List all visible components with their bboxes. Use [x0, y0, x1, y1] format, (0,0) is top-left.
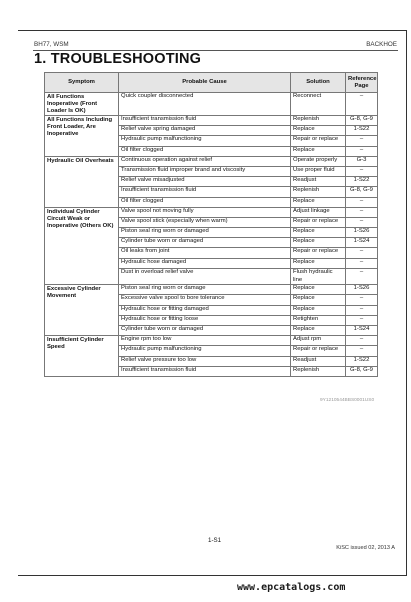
solution-cell: Replace — [291, 285, 346, 295]
reference-cell: – — [346, 268, 378, 284]
troubleshooting-table — [44, 72, 378, 377]
table-row — [45, 116, 378, 126]
table-row — [45, 93, 378, 116]
reference-cell: G-8, G-9 — [346, 366, 378, 376]
table-row — [45, 156, 378, 166]
reference-cell: – — [346, 315, 378, 325]
reference-cell: – — [346, 305, 378, 315]
header-probable-cause: Probable Cause — [119, 73, 291, 93]
cause-cell: Valve spool not moving fully — [119, 207, 291, 217]
reference-cell: – — [346, 136, 378, 146]
page-title: 1. TROUBLESHOOTING — [34, 51, 202, 67]
symptom-cell: All Functions Including Front Loader, Are Inoperative — [45, 116, 119, 157]
solution-cell: Adjust linkage — [291, 207, 346, 217]
reference-cell: – — [346, 258, 378, 268]
solution-cell: Replace — [291, 126, 346, 136]
solution-cell: Adjust rpm — [291, 336, 346, 346]
cause-cell: Hydraulic hose damaged — [119, 258, 291, 268]
table-row — [45, 336, 378, 346]
cause-cell: Cylinder tube worn or damaged — [119, 238, 291, 248]
reference-cell: 1-S22 — [346, 356, 378, 366]
reference-cell: G-3 — [346, 156, 378, 166]
solution-cell: Operate properly — [291, 156, 346, 166]
reference-cell: – — [346, 146, 378, 156]
cause-cell: Relief valve pressure too low — [119, 356, 291, 366]
solution-cell: Replace — [291, 146, 346, 156]
reference-cell: G-8, G-9 — [346, 187, 378, 197]
reference-cell: 1-S22 — [346, 126, 378, 136]
cause-cell: Insufficient transmission fluid — [119, 116, 291, 126]
solution-cell: Retighten — [291, 315, 346, 325]
reference-cell: – — [346, 166, 378, 176]
solution-cell: Reconnect — [291, 93, 346, 116]
solution-cell: Replace — [291, 197, 346, 207]
solution-cell: Repair or replace — [291, 346, 346, 356]
solution-cell: Repair or replace — [291, 136, 346, 146]
table-row — [45, 285, 378, 295]
cause-cell: Oil leaks from joint — [119, 248, 291, 258]
symptom-cell: Individual Cylinder Circuit Weak or Inoperative (Others OK) — [45, 207, 119, 285]
reference-cell: – — [346, 217, 378, 227]
solution-cell: Replace — [291, 305, 346, 315]
solution-cell: Replenish — [291, 116, 346, 126]
cause-cell: Relief valve misadjusted — [119, 177, 291, 187]
reference-cell: – — [346, 207, 378, 217]
solution-cell: Replace — [291, 258, 346, 268]
solution-cell: Replace — [291, 238, 346, 248]
solution-cell: Replace — [291, 295, 346, 305]
cause-cell: Oil filter clogged — [119, 146, 291, 156]
table-header-row — [45, 73, 378, 93]
solution-cell: Replenish — [291, 187, 346, 197]
reference-cell: G-8, G-9 — [346, 116, 378, 126]
table-row — [45, 207, 378, 217]
cause-cell: Hydraulic hose or fitting damaged — [119, 305, 291, 315]
reference-cell: – — [346, 197, 378, 207]
reference-cell: 1-S24 — [346, 325, 378, 335]
cause-cell: Hydraulic pump malfunctioning — [119, 136, 291, 146]
reference-cell: 1-S22 — [346, 177, 378, 187]
solution-cell: Replace — [291, 325, 346, 335]
cause-cell: Insufficient transmission fluid — [119, 187, 291, 197]
reference-cell: 1-S26 — [346, 228, 378, 238]
header-reference-page: Reference Page — [346, 73, 378, 93]
solution-cell: Readjust — [291, 177, 346, 187]
header-solution: Solution — [291, 73, 346, 93]
cause-cell: Hydraulic hose or fitting loose — [119, 315, 291, 325]
header-section: BACKHOE — [366, 41, 397, 48]
reference-cell: 1-S26 — [346, 285, 378, 295]
reference-cell: 1-S24 — [346, 238, 378, 248]
solution-cell: Readjust — [291, 356, 346, 366]
reference-cell: – — [346, 336, 378, 346]
cause-cell: Oil filter clogged — [119, 197, 291, 207]
cause-cell: Quick coupler disconnected — [119, 93, 291, 116]
reference-cell: – — [346, 93, 378, 116]
page-number: 1-S1 — [208, 537, 222, 544]
cause-cell: Hydraulic pump malfunctioning — [119, 346, 291, 356]
cause-cell: Excessive valve spool to bore tolerance — [119, 295, 291, 305]
reference-cell: – — [346, 346, 378, 356]
symptom-cell: Insufficient Cylinder Speed — [45, 336, 119, 377]
cause-cell: Engine rpm too low — [119, 336, 291, 346]
document-code: 9Y1210544BBS0001US0 — [320, 398, 375, 403]
symptom-cell: Excessive Cylinder Movement — [45, 285, 119, 336]
cause-cell: Continuous operation against relief — [119, 156, 291, 166]
header-model: BH77, WSM — [34, 41, 69, 48]
solution-cell: Repair or replace — [291, 217, 346, 227]
reference-cell: – — [346, 248, 378, 258]
cause-cell: Piston seal ring worn or damaged — [119, 228, 291, 238]
solution-cell: Repair or replace — [291, 248, 346, 258]
footer-url: www.epcatalogs.com — [237, 582, 346, 593]
solution-cell: Replenish — [291, 366, 346, 376]
cause-cell: Transmission fluid improper brand and viscosity — [119, 166, 291, 176]
reference-cell: – — [346, 295, 378, 305]
solution-cell: Replace — [291, 228, 346, 238]
cause-cell: Dust in overload relief valve — [119, 268, 291, 284]
cause-cell: Relief valve spring damaged — [119, 126, 291, 136]
cause-cell: Valve spool stick (especially when warm) — [119, 217, 291, 227]
symptom-cell: All Functions Inoperative (Front Loader Is OK) — [45, 93, 119, 116]
symptom-cell: Hydraulic Oil Overheats — [45, 156, 119, 207]
issue-note: KiSC issued 02, 2013 A — [336, 545, 395, 551]
solution-cell: Use proper fluid — [291, 166, 346, 176]
header-symptom: Symptom — [45, 73, 119, 93]
cause-cell: Cylinder tube worn or damaged — [119, 325, 291, 335]
cause-cell: Piston seal ring worn or damage — [119, 285, 291, 295]
solution-cell: Flush hydraulic line — [291, 268, 346, 284]
cause-cell: Insufficient transmission fluid — [119, 366, 291, 376]
